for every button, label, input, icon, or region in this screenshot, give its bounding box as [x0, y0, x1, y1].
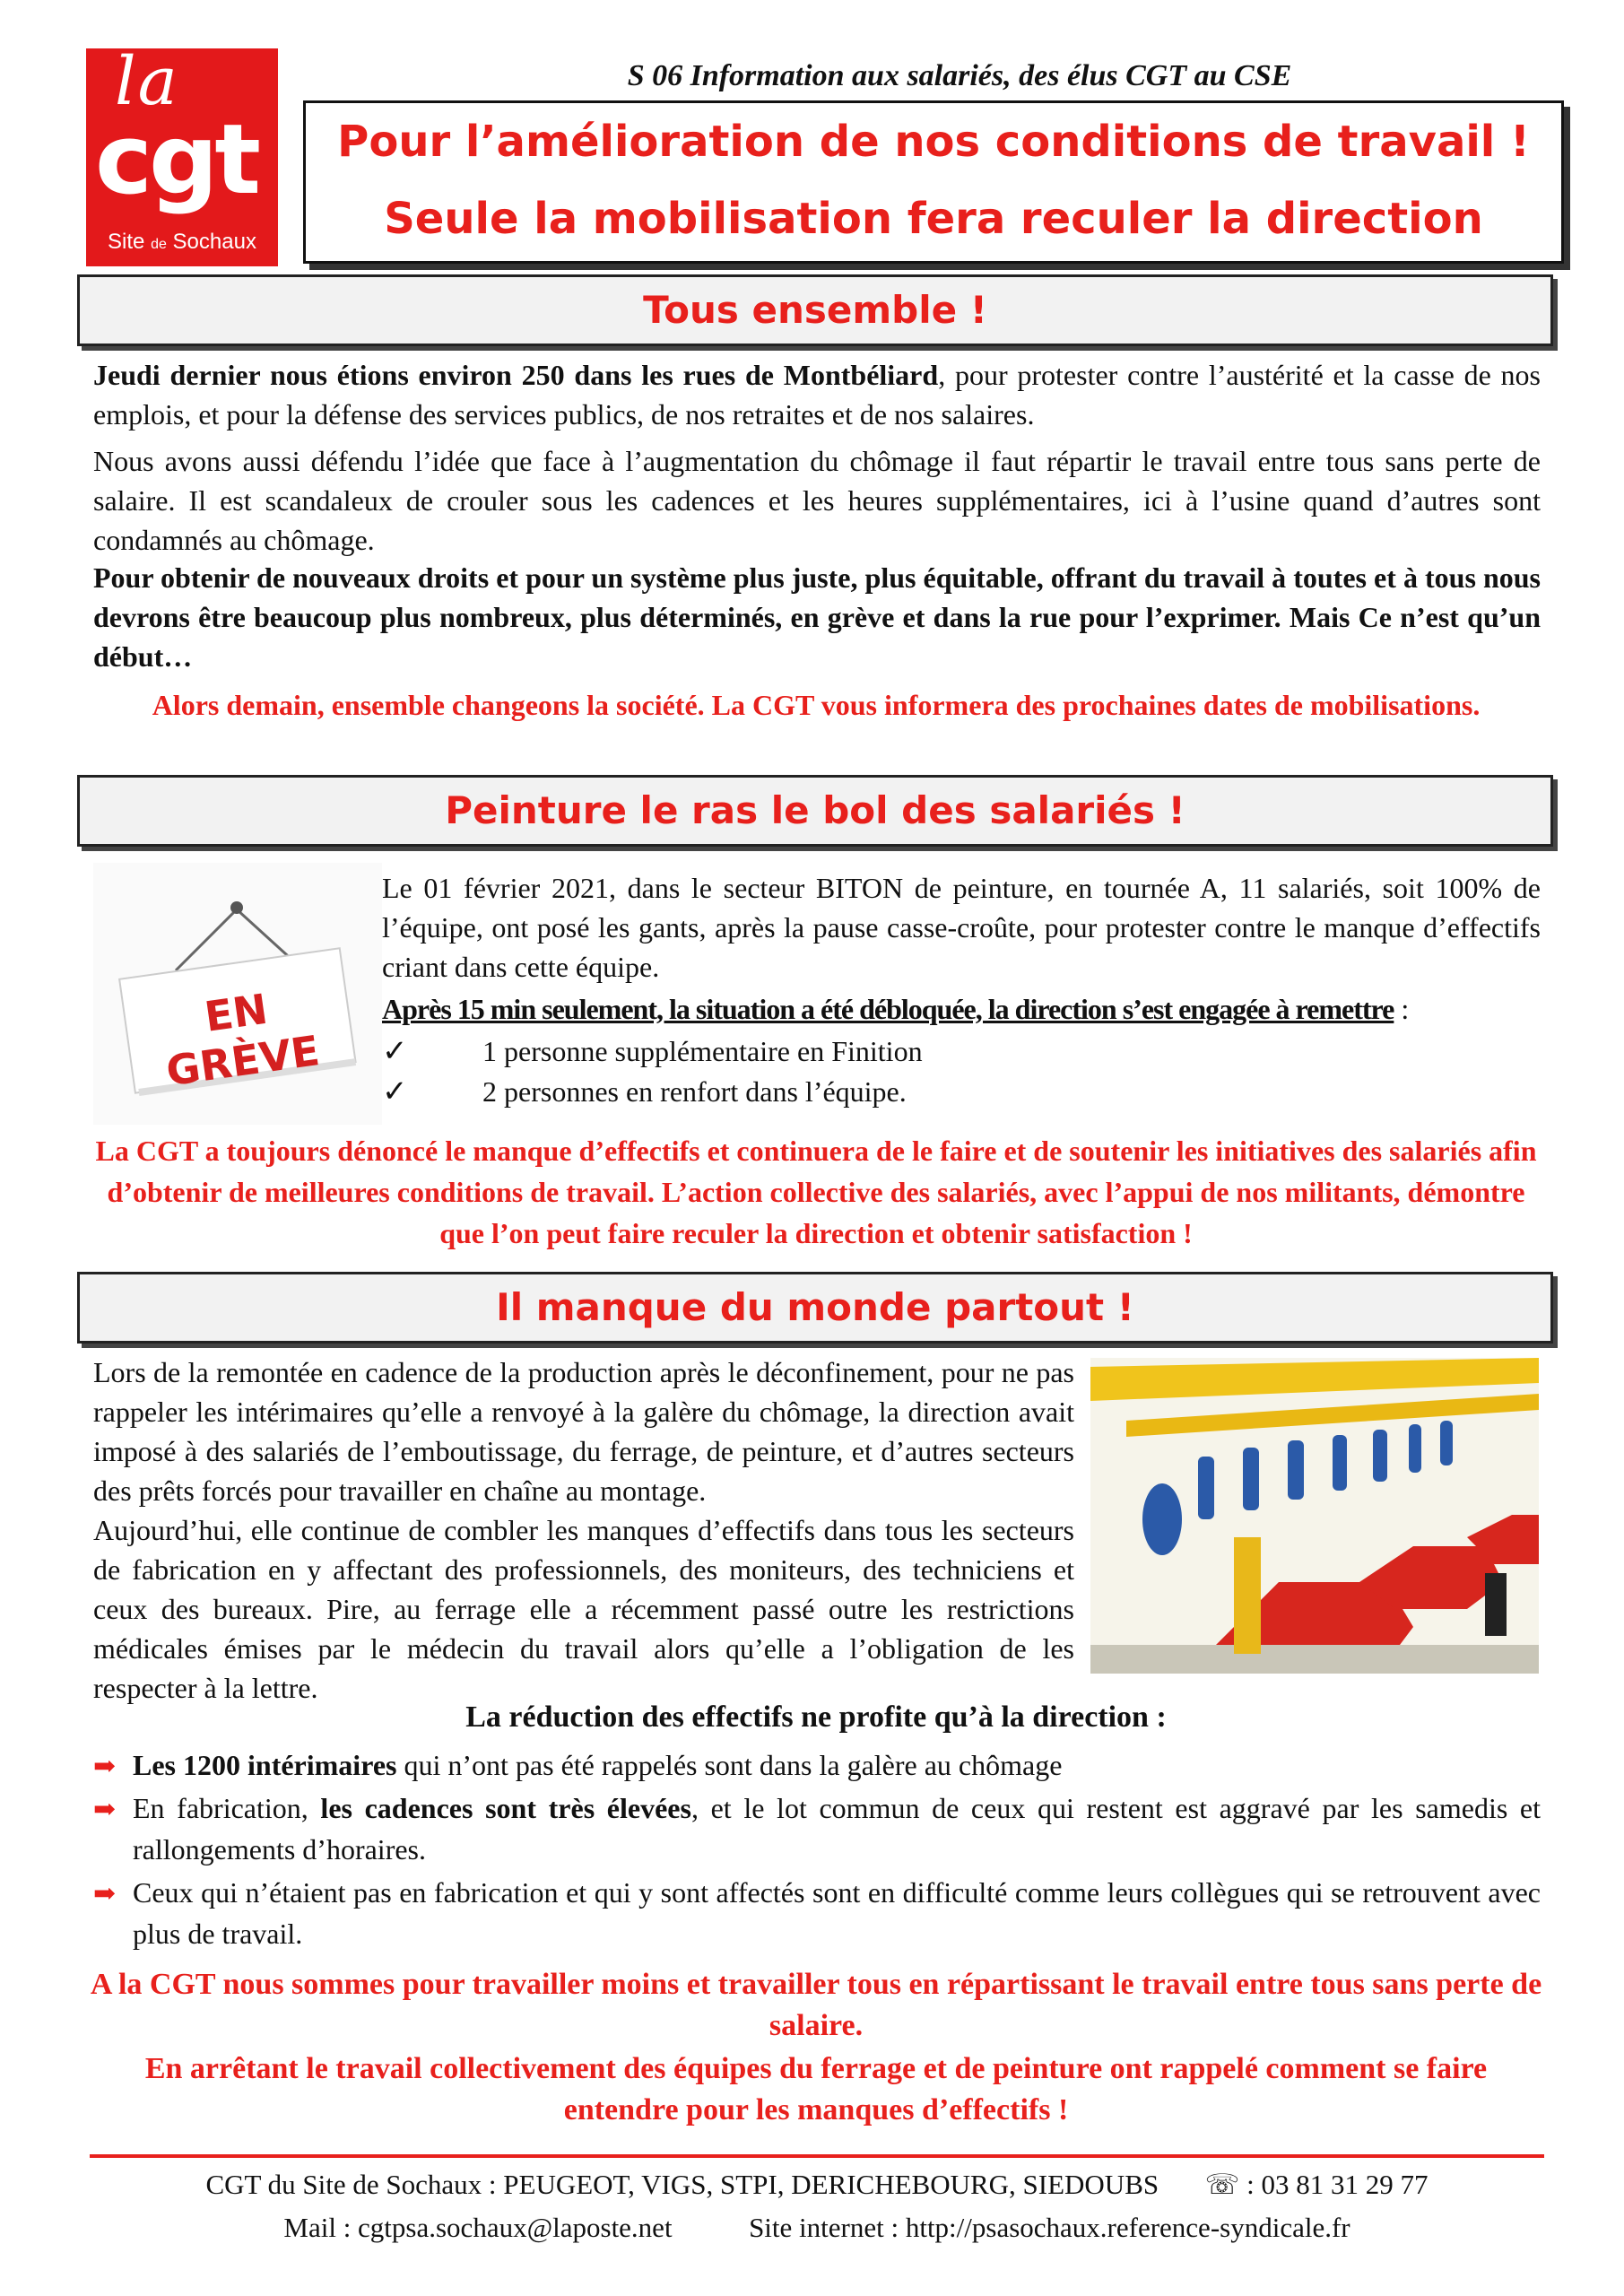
paragraph: Nous avons aussi défendu l’idée que face à l’augmentation du chômage il faut répartir le travail entre tous sans perte de salaire. Il est scandaleux de crouler sous les cadences et les heures supplémentaires, ici à l’usine quand d’autres sont condamnés au chômage.: [93, 445, 1541, 556]
arrow-icon: ➡: [93, 1795, 117, 1824]
footer-organizations: CGT du Site de Sochaux : PEUGEOT, VIGS, STPI, DERICHEBOURG, SIEDOUBS: [205, 2169, 1159, 2200]
list-item-bold: Les 1200 intérimaires: [133, 1749, 397, 1781]
title-line-2: Seule la mobilisation fera reculer la direction: [384, 194, 1483, 244]
assembly-line-graphic: [1090, 1358, 1539, 1674]
paragraph-bold: Jeudi dernier nous étions environ 250 dans les rues de Montbéliard: [93, 359, 939, 391]
list-item: [382, 1031, 923, 1072]
list-item-text: Ceux qui n’étaient pas en fabrication et qui y sont affectés sont en difficulté comme leurs collègues qui se retrouvent avec plus de travail.: [133, 1876, 1541, 1950]
arrow-icon: ➡: [93, 1879, 117, 1909]
logo-site: [86, 230, 278, 255]
footer-divider: [90, 2154, 1544, 2158]
logo-la: la: [115, 48, 179, 120]
assembly-line-cartoon: [1090, 1358, 1539, 1674]
list-item: [93, 1873, 1541, 1953]
title-box: [303, 100, 1564, 264]
list-item-text: qui n’ont pas été rappelés sont dans la galère au chômage: [396, 1749, 1063, 1781]
logo-site-de: de: [151, 237, 167, 252]
paragraph-text: , pour protester contre l’austérité et la casse de nos emplois, et pour la défense des services publics, de nos retraites et de nos salaires.: [93, 359, 1541, 430]
list-item-text: 2 personnes en renfort dans l’équipe.: [482, 1075, 907, 1108]
footer-line-2: [90, 2212, 1544, 2244]
bullet-list: [93, 1745, 1541, 1953]
section-heading-text: Il manque du monde partout !: [496, 1285, 1134, 1329]
check-list: [382, 1031, 923, 1112]
underlined-text: Après 15 min seulement, la situation a été débloquée, la direction s’est engagée à remettre: [382, 993, 1394, 1025]
section-heading-peinture: [77, 775, 1553, 847]
footer-line-1: [90, 2169, 1544, 2201]
paragraph: Le 01 février 2021, dans le secteur BITON de peinture, en tournée A, 11 salariés, soit 100% de l’équipe, ont posé les gants, après la pause casse-croûte, pour protester contre le manque d’effectifs criant dans cette équipe.: [382, 872, 1541, 983]
title-line-1: Pour l’amélioration de nos conditions de travail !: [337, 117, 1530, 167]
paragraph: [93, 355, 1541, 434]
cgt-logo: [86, 48, 278, 266]
strike-sign-image: [93, 863, 382, 1125]
paragraph: Aujourd’hui, elle continue de combler les manques d’effectifs dans tous les secteurs de fabrication en y affectant des professionnels, des moniteurs, des techniciens et ceux des bureaux. Pire, au ferrage elle a récemment passé outre les restrictions médicales émises par le médecin du travail alors qu’elle a l’obligation de les respecter à la lettre.: [93, 1514, 1074, 1704]
footer-phone: : 03 81 31 29 77: [1239, 2169, 1429, 2200]
conclusion: La CGT a toujours dénoncé le manque d’effectifs et continuera de le faire et de soutenir les initiatives des salariés afin d’obtenir de meilleures conditions de travail. L’action collective des salariés, avec l’appui de nos militants, démontre que l’on peut faire reculer la direction et obtenir satisfaction !: [95, 1135, 1537, 1249]
paragraph: Lors de la remontée en cadence de la production après le déconfinement, pour ne pas rappeler les intérimaires qu’elle a renvoyé à la galère du chômage, la direction avait imposé à des salariés de l’emboutissage, du ferrage, de peinture, et d’autres secteurs des prêts forcés pour travailler en chaîne au montage.: [93, 1356, 1074, 1507]
section-heading-il-manque: [77, 1272, 1553, 1344]
section-heading-text: Peinture le ras le bol des salariés !: [445, 788, 1185, 832]
list-item-text: , et le lot commun de ceux qui restent est aggravé par les samedis et rallongements d’horaires.: [133, 1792, 1541, 1866]
logo-site-prefix: Site: [108, 230, 145, 254]
footer-mail: Mail : cgtpsa.sochaux@laposte.net: [283, 2212, 673, 2243]
header-info: S 06 Information aux salariés, des élus CGT au CSE: [627, 59, 1292, 92]
list-item-text: En fabrication,: [133, 1792, 321, 1824]
list-item: [93, 1745, 1541, 1787]
list-item: [93, 1788, 1541, 1869]
call-to-action: Alors demain, ensemble changeons la société. La CGT vous informera des prochaines dates de mobilisations.: [152, 689, 1481, 721]
paragraph-text: :: [1394, 993, 1410, 1025]
arrow-icon: ➡: [93, 1752, 117, 1781]
section-heading-tous-ensemble: [77, 274, 1553, 346]
footer-website: Site internet : http://psasochaux.reference-syndicale.fr: [749, 2212, 1350, 2243]
logo-cgt: cgt: [95, 104, 257, 216]
conclusion-1: A la CGT nous sommes pour travailler moins et travailler tous en répartissant le travail entre tous sans perte de salaire.: [90, 1968, 1542, 2042]
paragraph: [382, 989, 1541, 1029]
subheading: La réduction des effectifs ne profite qu’à la direction :: [465, 1700, 1167, 1734]
paragraph-bold: Pour obtenir de nouveaux droits et pour un système plus juste, plus équitable, offrant du travail à toutes et à tous nous devrons être beaucoup plus nombreux, plus déterminés, en grève et dans la rue pour l’exprimer. Mais Ce n’est qu’un début…: [93, 561, 1541, 673]
logo-site-suffix: Sochaux: [172, 230, 256, 254]
phone-icon: ☏: [1204, 2169, 1240, 2200]
check-icon: ✓: [382, 1035, 408, 1068]
list-item-text: 1 personne supplémentaire en Finition: [482, 1035, 923, 1067]
list-item: [382, 1072, 923, 1112]
section-heading-text: Tous ensemble !: [643, 288, 987, 332]
check-icon: ✓: [382, 1075, 408, 1109]
conclusion-2: En arrêtant le travail collectivement des équipes du ferrage et de peinture ont rappelé comment se faire entendre pour les manques d’effectifs !: [144, 2052, 1488, 2126]
list-item-bold: les cadences sont très élevées: [320, 1792, 691, 1824]
strike-sign-text: EN GRÈVE: [163, 984, 323, 1096]
